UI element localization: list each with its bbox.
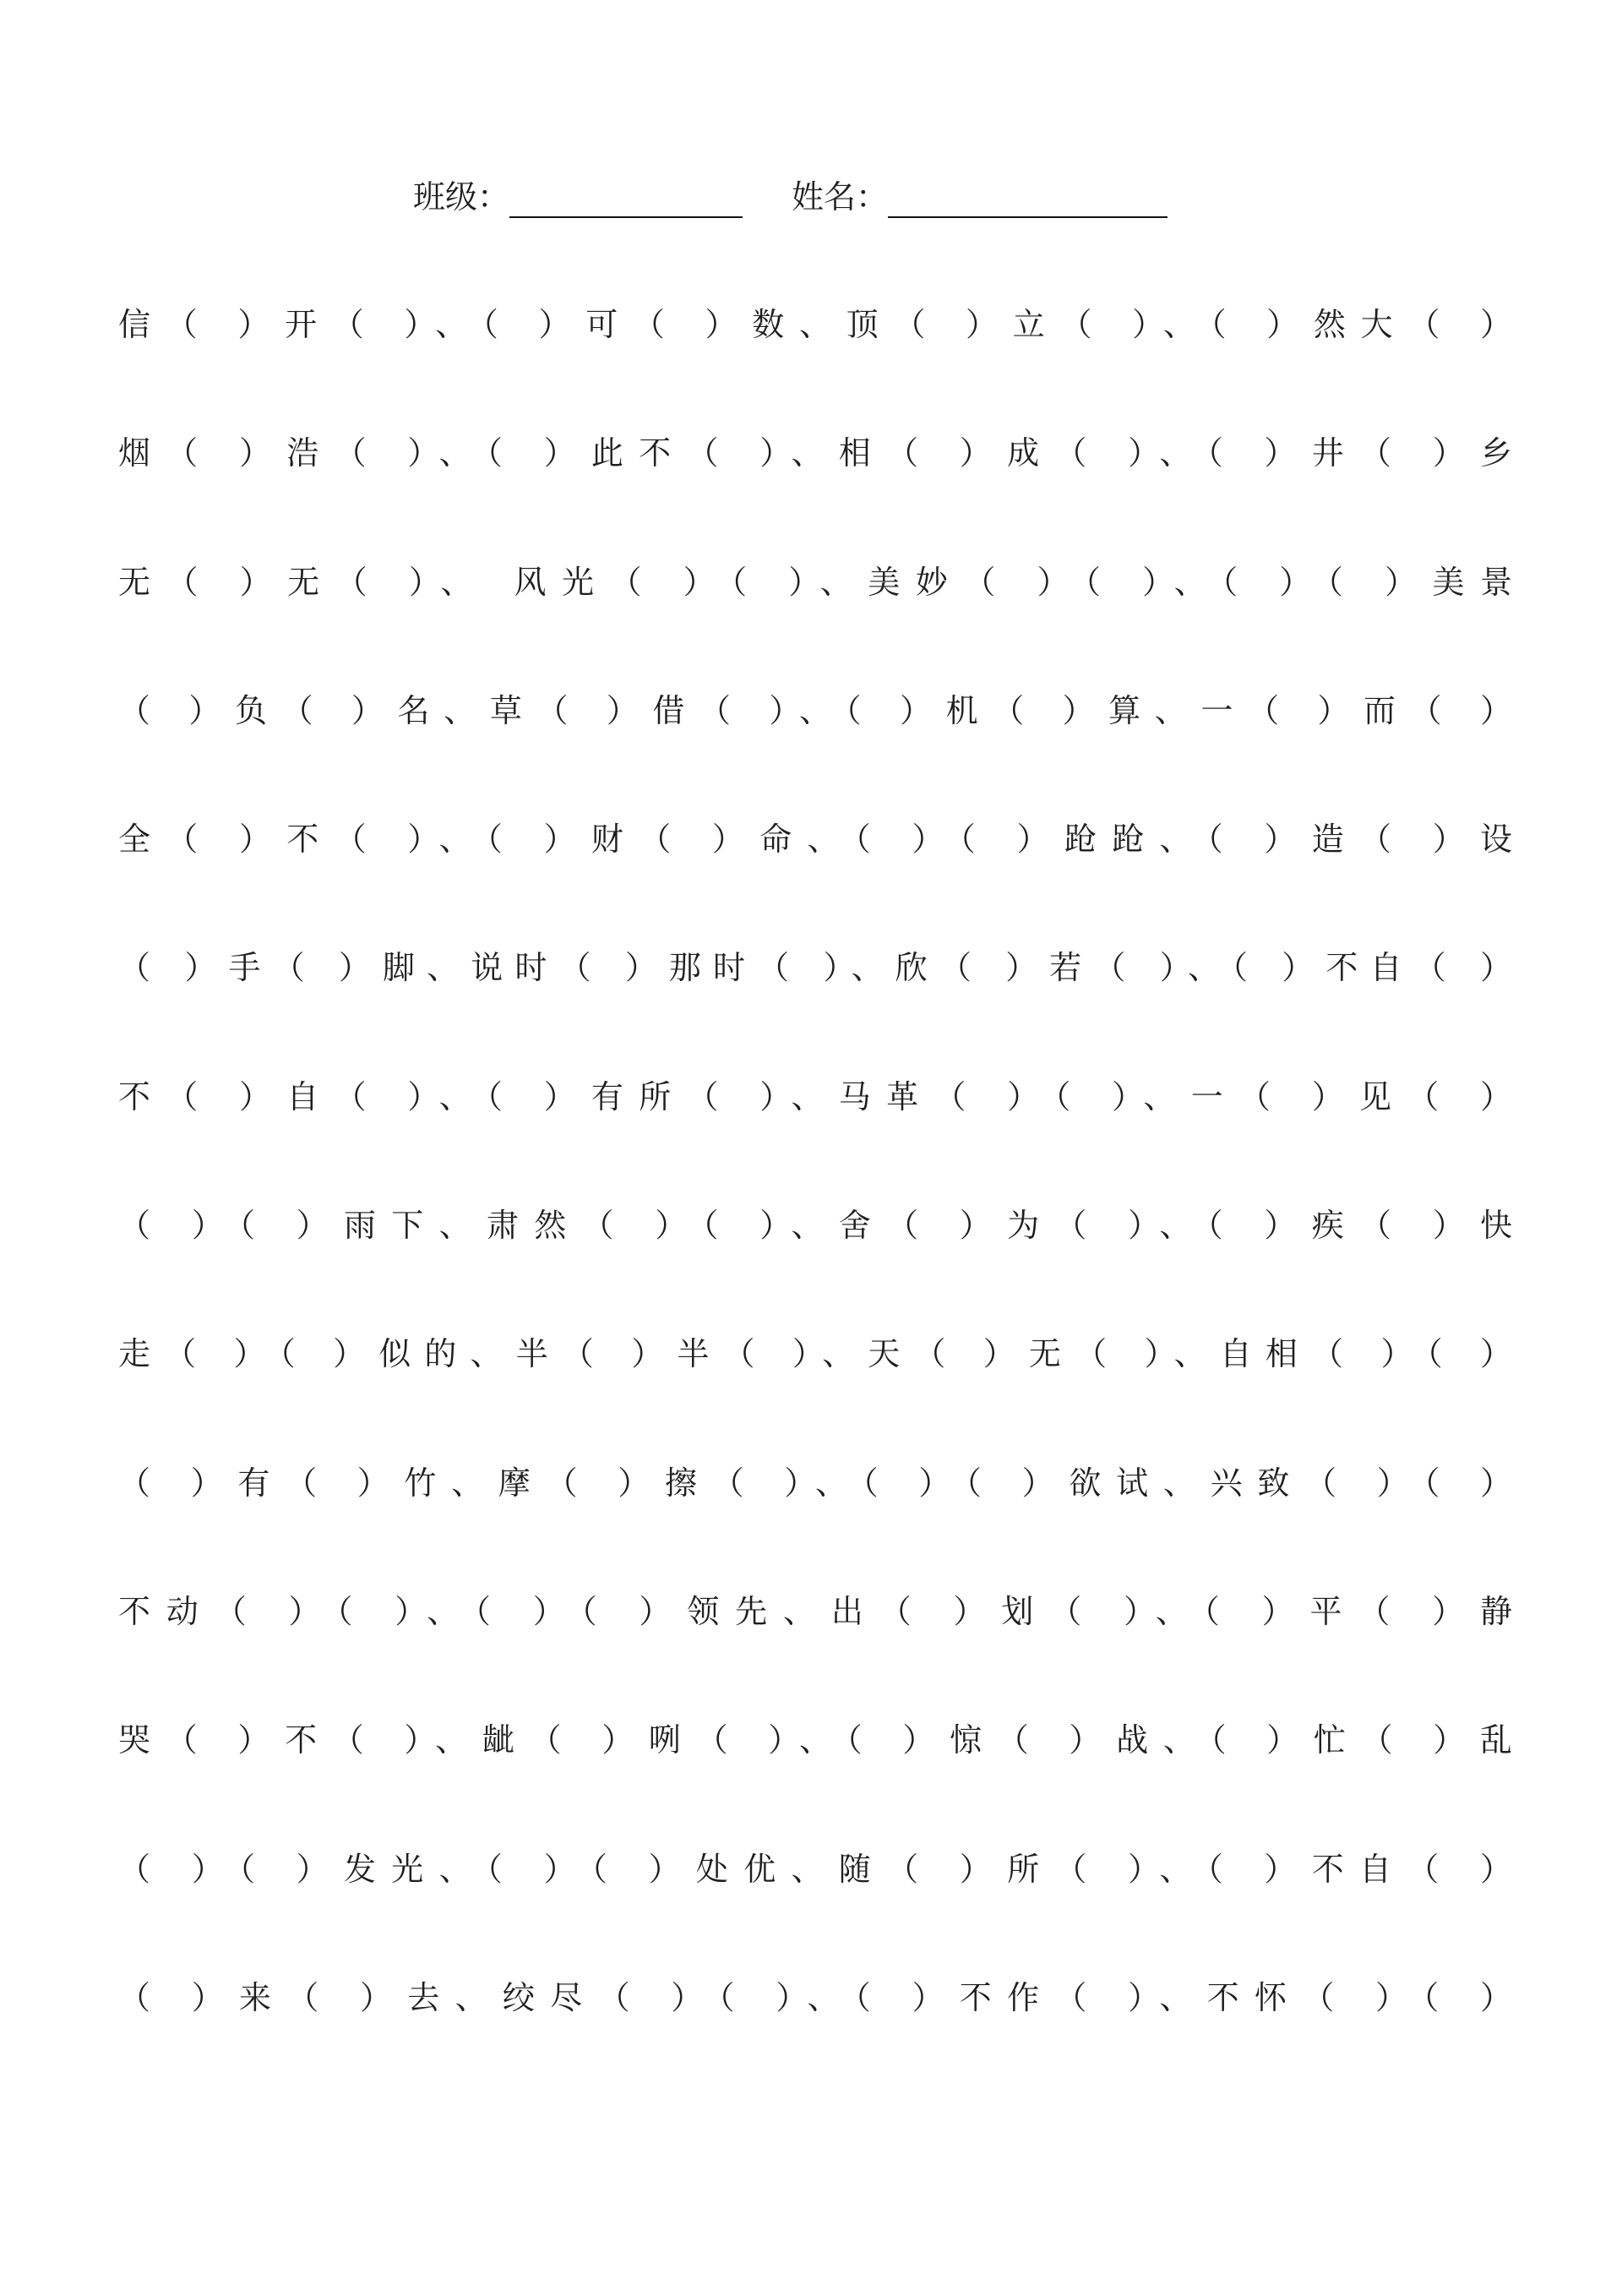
class-label: 班级： bbox=[413, 178, 510, 215]
idiom-line: 不（ ）自（ ）、（ ）有所（ ）、马革（ ）（ ）、一（ ）见（ ） bbox=[118, 1077, 1512, 1115]
idiom-line: 不动（ ）（ ）、（ ）（ ）领先、出（ ）划（ ）、（ ）平（ ）静 bbox=[118, 1592, 1512, 1630]
idiom-line: 无（ ）无（ ）、 风光（ ）（ ）、美妙（ ）（ ）、（ ）（ ）美景 bbox=[118, 563, 1512, 601]
name-label: 姓名： bbox=[792, 178, 889, 215]
idiom-line: （ ）（ ）雨下、肃然（ ）（ ）、舍（ ）为（ ）、（ ）疾（ ）快 bbox=[118, 1207, 1512, 1245]
idiom-line: 烟（ ）浩（ ）、（ ）此不（ ）、相（ ）成（ ）、（ ）井（ ）乡 bbox=[118, 434, 1512, 472]
idiom-line: （ ）有（ ）竹、摩（ ）擦（ ）、（ ）（ ）欲试、兴致（ ）（ ） bbox=[118, 1464, 1512, 1502]
idiom-line: （ ）来（ ）去、绞尽（ ）（ ）、（ ）不作（ ）、不怀（ ）（ ） bbox=[118, 1978, 1512, 2016]
idiom-line: （ ）负（ ）名、草（ ）借（ ）、（ ）机（ ）算、一（ ）而（ ） bbox=[118, 691, 1512, 729]
idiom-exercise-list bbox=[118, 260, 1512, 2062]
idiom-line: 哭（ ）不（ ）、龇（ ）咧（ ）、（ ）惊（ ）战、（ ）忙（ ）乱 bbox=[118, 1721, 1512, 1759]
name-blank-line bbox=[888, 179, 1168, 218]
idiom-line: （ ）手（ ）脚、说时（ ）那时（ ）、欣（ ）若（ ）、（ ）不自（ ） bbox=[118, 949, 1512, 987]
idiom-line: 信（ ）开（ ）、（ ）可（ ）数、顶（ ）立（ ）、（ ）然大（ ） bbox=[118, 306, 1512, 343]
idiom-line: （ ）（ ）发光、（ ）（ ）处优、随（ ）所（ ）、（ ）不自（ ） bbox=[118, 1850, 1512, 1888]
idiom-line: 全（ ）不（ ）、（ ）财（ ）命、（ ）（ ）跄跄、（ ）造（ ）设 bbox=[118, 821, 1512, 859]
class-blank-line bbox=[509, 179, 743, 218]
student-info-header bbox=[413, 176, 1168, 218]
idiom-line: 走（ ）（ ）似的、半（ ）半（ ）、天（ ）无（ ）、自相（ ）（ ） bbox=[118, 1335, 1512, 1373]
